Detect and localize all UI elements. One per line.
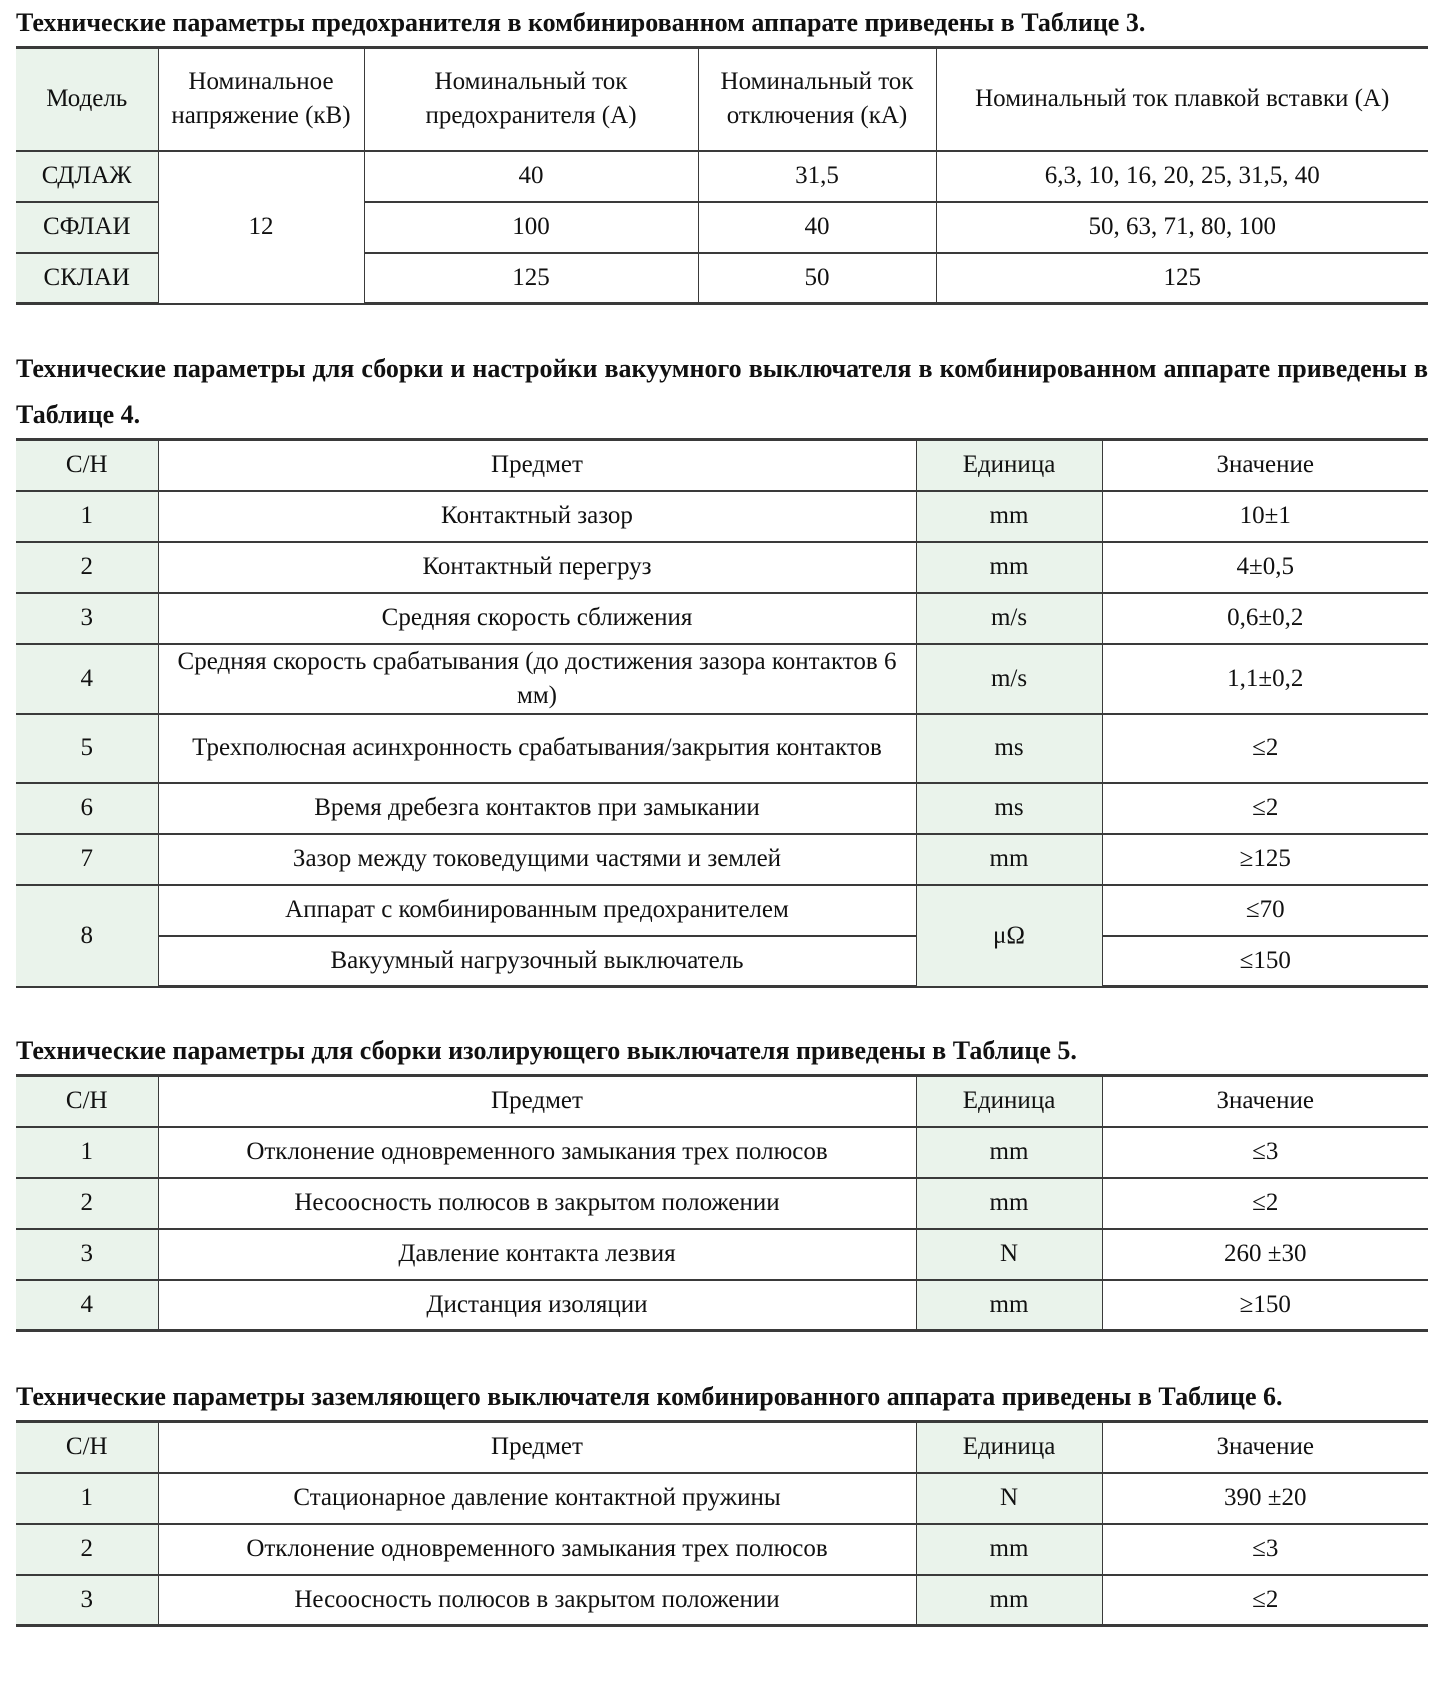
- cell-unit: mm: [916, 542, 1102, 593]
- cell-fuse-current: 125: [364, 253, 698, 304]
- cell-serial-no: 3: [16, 1575, 158, 1626]
- table-4-vacuum-breaker-parameters: [16, 438, 1428, 988]
- table-row: [16, 783, 1428, 834]
- table-row: [16, 1280, 1428, 1331]
- cell-unit: mm: [916, 491, 1102, 542]
- table-row: [16, 936, 1428, 987]
- cell-serial-no: 4: [16, 644, 158, 714]
- cell-unit: mm: [916, 1127, 1102, 1178]
- table-5-caption: Технические параметры для сборки изолирующего выключателя приведены в Таблице 5.: [16, 1036, 1077, 1065]
- cell-item: Аппарат с комбинированным предохранителем: [158, 885, 916, 936]
- table-row: [16, 834, 1428, 885]
- table-row: [16, 491, 1428, 542]
- header-serial-no: С/Н: [16, 1422, 158, 1473]
- cell-value: 10±1: [1102, 491, 1428, 542]
- header-item: Предмет: [158, 1422, 916, 1473]
- cell-model: СДЛАЖ: [16, 151, 158, 202]
- header-unit: Единица: [916, 1422, 1102, 1473]
- cell-serial-no: 2: [16, 542, 158, 593]
- cell-value: 260 ±30: [1102, 1229, 1428, 1280]
- cell-fuse-link-current: 6,3, 10, 16, 20, 25, 31,5, 40: [936, 151, 1428, 202]
- cell-value: ≤2: [1102, 714, 1428, 783]
- header-serial-no: С/Н: [16, 440, 158, 491]
- header-unit: Единица: [916, 440, 1102, 491]
- header-model: Модель: [16, 48, 158, 151]
- cell-item: Средняя скорость срабатывания (до достижения зазора контактов 6 мм): [158, 644, 916, 714]
- cell-item: Вакуумный нагрузочный выключатель: [158, 936, 916, 987]
- header-value: Значение: [1102, 1422, 1428, 1473]
- table-row: [16, 714, 1428, 783]
- cell-fuse-link-current: 50, 63, 71, 80, 100: [936, 202, 1428, 253]
- cell-model: СФЛАИ: [16, 202, 158, 253]
- cell-unit: ms: [916, 714, 1102, 783]
- cell-unit: mm: [916, 1575, 1102, 1626]
- cell-breaking-current: 31,5: [698, 151, 936, 202]
- table-header-row: [16, 1076, 1428, 1127]
- cell-serial-no: 3: [16, 593, 158, 644]
- cell-fuse-link-current: 125: [936, 253, 1428, 304]
- cell-value: 1,1±0,2: [1102, 644, 1428, 714]
- cell-item: Трехполюсная асинхронность срабатывания/закрытия контактов: [158, 714, 916, 783]
- cell-serial-no: 1: [16, 1473, 158, 1524]
- cell-item: Несоосность полюсов в закрытом положении: [158, 1178, 916, 1229]
- table-row: [16, 644, 1428, 714]
- cell-serial-no: 8: [16, 885, 158, 987]
- cell-serial-no: 1: [16, 1127, 158, 1178]
- header-fuse-link-current: Номинальный ток плавкой вставки (А): [936, 48, 1428, 151]
- header-serial-no: С/Н: [16, 1076, 158, 1127]
- cell-item: Дистанция изоляции: [158, 1280, 916, 1331]
- cell-item: Зазор между токоведущими частями и землей: [158, 834, 916, 885]
- cell-unit: m/s: [916, 644, 1102, 714]
- header-breaking-current: Номинальный ток отключения (кА): [698, 48, 936, 151]
- cell-value: 0,6±0,2: [1102, 593, 1428, 644]
- cell-serial-no: 5: [16, 714, 158, 783]
- header-value: Значение: [1102, 1076, 1428, 1127]
- cell-item: Несоосность полюсов в закрытом положении: [158, 1575, 916, 1626]
- cell-value: ≤70: [1102, 885, 1428, 936]
- header-fuse-current: Номинальный ток предохранителя (А): [364, 48, 698, 151]
- table-row: [16, 1473, 1428, 1524]
- cell-item: Стационарное давление контактной пружины: [158, 1473, 916, 1524]
- cell-serial-no: 2: [16, 1524, 158, 1575]
- table-row: [16, 1229, 1428, 1280]
- cell-item: Отклонение одновременного замыкания трех полюсов: [158, 1127, 916, 1178]
- table-3-caption: Технические параметры предохранителя в комбинированном аппарате приведены в Таблице 3.: [16, 8, 1146, 37]
- table-3-fuse-parameters: [16, 46, 1428, 305]
- table-row: [16, 1127, 1428, 1178]
- cell-item: Контактный зазор: [158, 491, 916, 542]
- cell-serial-no: 7: [16, 834, 158, 885]
- cell-value: ≤2: [1102, 1575, 1428, 1626]
- cell-serial-no: 3: [16, 1229, 158, 1280]
- cell-value: ≤3: [1102, 1127, 1428, 1178]
- table-row: [16, 542, 1428, 593]
- cell-item: Контактный перегруз: [158, 542, 916, 593]
- table-5-isolating-switch-parameters: [16, 1074, 1428, 1332]
- cell-breaking-current: 40: [698, 202, 936, 253]
- cell-item: Давление контакта лезвия: [158, 1229, 916, 1280]
- cell-item: Средняя скорость сближения: [158, 593, 916, 644]
- table-row: [16, 885, 1428, 936]
- cell-value: ≥125: [1102, 834, 1428, 885]
- header-value: Значение: [1102, 440, 1428, 491]
- header-item: Предмет: [158, 1076, 916, 1127]
- table-row: [16, 1575, 1428, 1626]
- cell-unit: mm: [916, 1524, 1102, 1575]
- cell-unit: mm: [916, 1178, 1102, 1229]
- cell-unit: m/s: [916, 593, 1102, 644]
- cell-model: СКЛАИ: [16, 253, 158, 304]
- header-unit: Единица: [916, 1076, 1102, 1127]
- cell-serial-no: 1: [16, 491, 158, 542]
- cell-unit: ms: [916, 783, 1102, 834]
- document-page: [16, 0, 1428, 1627]
- table-row: [16, 593, 1428, 644]
- cell-item: Время дребезга контактов при замыкании: [158, 783, 916, 834]
- cell-value: 4±0,5: [1102, 542, 1428, 593]
- table-6-caption: Технические параметры заземляющего выключателя комбинированного аппарата приведены в Таблице 6.: [16, 1382, 1283, 1411]
- cell-unit: N: [916, 1473, 1102, 1524]
- table-row: [16, 1524, 1428, 1575]
- cell-serial-no: 2: [16, 1178, 158, 1229]
- cell-fuse-current: 100: [364, 202, 698, 253]
- cell-serial-no: 6: [16, 783, 158, 834]
- table-header-row: [16, 1422, 1428, 1473]
- cell-value: 390 ±20: [1102, 1473, 1428, 1524]
- table-6-earthing-switch-parameters: [16, 1420, 1428, 1627]
- table-header-row: [16, 48, 1428, 151]
- cell-value: ≥150: [1102, 1280, 1428, 1331]
- cell-unit: mm: [916, 1280, 1102, 1331]
- cell-unit: mm: [916, 834, 1102, 885]
- cell-unit: μΩ: [916, 885, 1102, 987]
- cell-breaking-current: 50: [698, 253, 936, 304]
- table-row: [16, 151, 1428, 202]
- cell-value: ≤3: [1102, 1524, 1428, 1575]
- cell-value: ≤2: [1102, 1178, 1428, 1229]
- cell-item: Отклонение одновременного замыкания трех полюсов: [158, 1524, 916, 1575]
- table-row: [16, 1178, 1428, 1229]
- cell-value: ≤150: [1102, 936, 1428, 987]
- cell-rated-voltage: 12: [158, 151, 364, 304]
- table-header-row: [16, 440, 1428, 491]
- cell-value: ≤2: [1102, 783, 1428, 834]
- header-rated-voltage: Номинальное напряжение (кВ): [158, 48, 364, 151]
- cell-unit: N: [916, 1229, 1102, 1280]
- cell-serial-no: 4: [16, 1280, 158, 1331]
- table-4-caption: Технические параметры для сборки и настройки вакуумного выключателя в комбинированном аппарате приведены в Таблице 4.: [16, 354, 1428, 429]
- cell-fuse-current: 40: [364, 151, 698, 202]
- header-item: Предмет: [158, 440, 916, 491]
